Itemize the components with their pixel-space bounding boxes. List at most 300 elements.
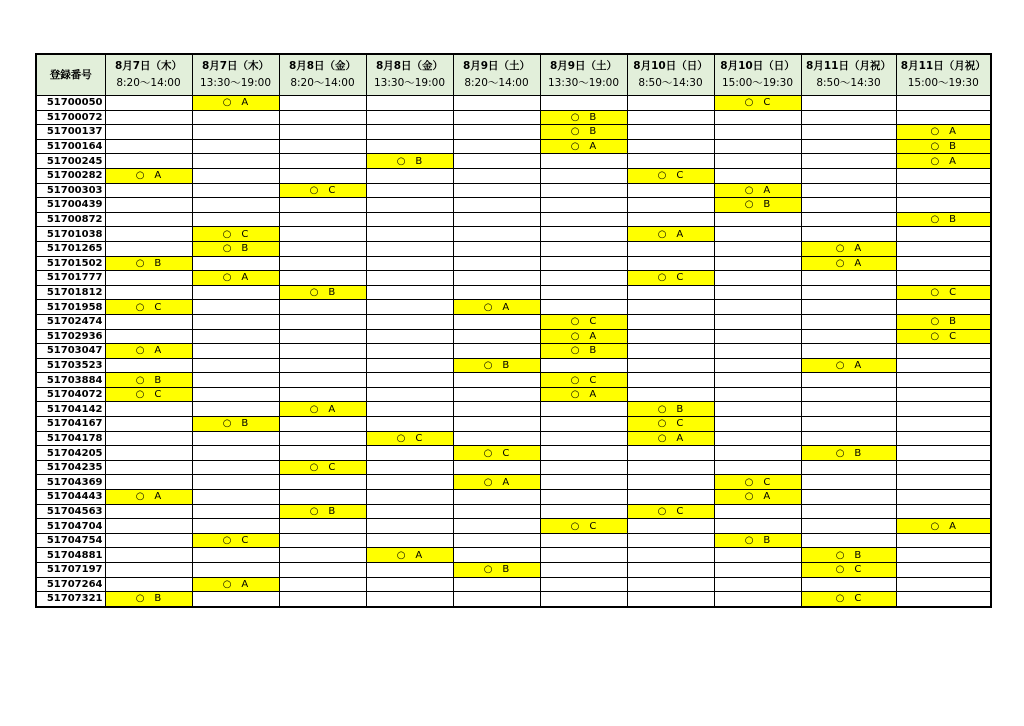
schedule-cell: [453, 344, 540, 359]
schedule-cell: [453, 373, 540, 388]
schedule-cell: [896, 358, 991, 373]
schedule-cell: ○ C: [896, 285, 991, 300]
registration-number: 51700137: [36, 125, 105, 140]
schedule-cell: [714, 329, 801, 344]
schedule-cell: [105, 475, 192, 490]
schedule-cell: [453, 256, 540, 271]
schedule-cell: [192, 256, 279, 271]
schedule-cell: [366, 212, 453, 227]
schedule-cell: [105, 533, 192, 548]
schedule-cell: [105, 198, 192, 213]
registration-number: 51700439: [36, 198, 105, 213]
schedule-cell: [366, 125, 453, 140]
schedule-cell: [540, 563, 627, 578]
schedule-cell: [192, 198, 279, 213]
schedule-cell: [896, 110, 991, 125]
schedule-cell: [627, 373, 714, 388]
schedule-cell: [453, 241, 540, 256]
schedule-cell: [801, 402, 896, 417]
schedule-cell: ○ C: [192, 533, 279, 548]
schedule-cell: [366, 387, 453, 402]
schedule-cell: ○ A: [627, 227, 714, 242]
schedule-cell: [801, 490, 896, 505]
schedule-cell: [714, 285, 801, 300]
schedule-cell: [714, 125, 801, 140]
schedule-cell: [801, 577, 896, 592]
column-date: 8月10日（日）: [720, 60, 795, 72]
schedule-cell: [896, 241, 991, 256]
schedule-cell: [540, 592, 627, 607]
schedule-cell: [366, 417, 453, 432]
schedule-cell: [105, 548, 192, 563]
table-row: [36, 417, 991, 432]
schedule-cell: [366, 490, 453, 505]
table-row: [36, 387, 991, 402]
registration-number: 51700050: [36, 96, 105, 111]
schedule-cell: [540, 402, 627, 417]
schedule-cell: [366, 271, 453, 286]
schedule-cell: ○ A: [453, 300, 540, 315]
schedule-cell: [714, 577, 801, 592]
schedule-cell: [366, 139, 453, 154]
schedule-cell: [105, 460, 192, 475]
schedule-cell: ○ A: [540, 387, 627, 402]
schedule-cell: [801, 314, 896, 329]
schedule-cell: [627, 358, 714, 373]
schedule-cell: [540, 490, 627, 505]
column-date: 8月7日（木）: [201, 60, 270, 72]
schedule-cell: [279, 329, 366, 344]
schedule-cell: [627, 183, 714, 198]
column-date: 8月10日（日）: [633, 60, 708, 72]
schedule-cell: [627, 533, 714, 548]
registration-number: 51704754: [36, 533, 105, 548]
schedule-cell: ○ A: [801, 241, 896, 256]
registration-number: 51703523: [36, 358, 105, 373]
schedule-cell: [279, 256, 366, 271]
schedule-cell: [366, 183, 453, 198]
registration-number: 51700245: [36, 154, 105, 169]
schedule-cell: [279, 300, 366, 315]
table-row: [36, 446, 991, 461]
schedule-cell: [453, 417, 540, 432]
schedule-cell: [279, 125, 366, 140]
schedule-cell: [105, 110, 192, 125]
schedule-cell: [801, 168, 896, 183]
table-row: [36, 241, 991, 256]
schedule-cell: ○ A: [192, 271, 279, 286]
schedule-cell: [801, 460, 896, 475]
schedule-cell: ○ A: [801, 256, 896, 271]
table-row: [36, 431, 991, 446]
schedule-cell: [540, 460, 627, 475]
schedule-cell: [801, 387, 896, 402]
schedule-cell: [540, 241, 627, 256]
schedule-cell: [453, 519, 540, 534]
schedule-cell: [896, 431, 991, 446]
schedule-cell: [627, 110, 714, 125]
schedule-cell: ○ A: [896, 154, 991, 169]
schedule-cell: [896, 96, 991, 111]
schedule-cell: [801, 125, 896, 140]
schedule-cell: [896, 548, 991, 563]
schedule-cell: [105, 431, 192, 446]
schedule-cell: ○ A: [192, 96, 279, 111]
schedule-cell: [366, 241, 453, 256]
schedule-cell: [105, 227, 192, 242]
column-header: [366, 54, 453, 96]
header-row: [36, 54, 991, 96]
table-row: [36, 475, 991, 490]
schedule-cell: [714, 431, 801, 446]
schedule-cell: [192, 460, 279, 475]
schedule-cell: [540, 548, 627, 563]
schedule-cell: [192, 490, 279, 505]
table-row: [36, 125, 991, 140]
column-header: [714, 54, 801, 96]
schedule-cell: [453, 183, 540, 198]
schedule-cell: [105, 358, 192, 373]
registration-number: 51700303: [36, 183, 105, 198]
schedule-cell: ○ B: [192, 241, 279, 256]
column-header: [279, 54, 366, 96]
schedule-cell: ○ C: [279, 460, 366, 475]
schedule-cell: ○ C: [896, 329, 991, 344]
schedule-cell: ○ B: [801, 446, 896, 461]
schedule-cell: ○ A: [801, 358, 896, 373]
table-row: [36, 519, 991, 534]
registration-number: 51704072: [36, 387, 105, 402]
schedule-cell: [801, 373, 896, 388]
schedule-cell: [714, 592, 801, 607]
schedule-cell: [714, 504, 801, 519]
schedule-cell: [105, 183, 192, 198]
registration-number: 51704235: [36, 460, 105, 475]
schedule-cell: [192, 139, 279, 154]
schedule-cell: [366, 168, 453, 183]
table-row: [36, 490, 991, 505]
schedule-cell: [192, 402, 279, 417]
column-date: 8月9日（土）: [462, 60, 531, 72]
schedule-cell: [366, 227, 453, 242]
schedule-cell: [279, 519, 366, 534]
schedule-cell: [801, 519, 896, 534]
table-row: [36, 256, 991, 271]
schedule-cell: [540, 300, 627, 315]
schedule-cell: ○ B: [896, 314, 991, 329]
schedule-cell: [453, 154, 540, 169]
schedule-cell: ○ A: [105, 344, 192, 359]
schedule-cell: [540, 417, 627, 432]
schedule-cell: [896, 577, 991, 592]
schedule-cell: [801, 533, 896, 548]
schedule-cell: [279, 168, 366, 183]
schedule-cell: [105, 271, 192, 286]
column-time: 8:20～14:00: [290, 77, 355, 89]
schedule-cell: [627, 387, 714, 402]
schedule-cell: [896, 198, 991, 213]
registration-number: 51707264: [36, 577, 105, 592]
schedule-cell: [453, 548, 540, 563]
schedule-cell: [453, 212, 540, 227]
schedule-cell: [540, 256, 627, 271]
schedule-cell: [192, 168, 279, 183]
table-row: [36, 344, 991, 359]
schedule-cell: [896, 402, 991, 417]
schedule-cell: [540, 446, 627, 461]
schedule-cell: [279, 592, 366, 607]
registration-number: 51703884: [36, 373, 105, 388]
schedule-cell: [105, 519, 192, 534]
registration-number: 51704563: [36, 504, 105, 519]
schedule-cell: [896, 168, 991, 183]
table-row: [36, 198, 991, 213]
schedule-cell: [540, 227, 627, 242]
registration-number: 51702474: [36, 314, 105, 329]
schedule-cell: [453, 227, 540, 242]
column-time: 8:50～14:30: [816, 77, 881, 89]
schedule-cell: [714, 139, 801, 154]
schedule-cell: [366, 314, 453, 329]
schedule-cell: [366, 373, 453, 388]
schedule-cell: [801, 504, 896, 519]
schedule-cell: [627, 241, 714, 256]
registration-number: 51704142: [36, 402, 105, 417]
schedule-cell: [192, 154, 279, 169]
schedule-cell: ○ C: [714, 96, 801, 111]
table-row: [36, 271, 991, 286]
schedule-cell: [105, 577, 192, 592]
schedule-cell: [279, 548, 366, 563]
schedule-cell: [279, 490, 366, 505]
schedule-cell: [453, 504, 540, 519]
schedule-cell: [366, 533, 453, 548]
schedule-cell: [192, 475, 279, 490]
schedule-cell: ○ C: [540, 373, 627, 388]
schedule-cell: [453, 271, 540, 286]
schedule-cell: [453, 402, 540, 417]
column-header: [540, 54, 627, 96]
schedule-cell: [896, 417, 991, 432]
schedule-cell: [279, 139, 366, 154]
schedule-cell: [279, 154, 366, 169]
column-header: [192, 54, 279, 96]
schedule-cell: [453, 329, 540, 344]
schedule-cell: [105, 241, 192, 256]
schedule-cell: ○ C: [714, 475, 801, 490]
registration-number: 51704443: [36, 490, 105, 505]
schedule-cell: [366, 96, 453, 111]
schedule-cell: ○ B: [192, 417, 279, 432]
schedule-cell: [714, 271, 801, 286]
schedule-cell: [627, 519, 714, 534]
schedule-cell: [105, 504, 192, 519]
schedule-cell: [279, 373, 366, 388]
schedule-cell: [192, 110, 279, 125]
schedule-cell: [714, 212, 801, 227]
schedule-cell: [453, 490, 540, 505]
registration-number: 51707321: [36, 592, 105, 607]
schedule-cell: ○ C: [366, 431, 453, 446]
table-row: [36, 110, 991, 125]
registration-number: 51704369: [36, 475, 105, 490]
schedule-cell: ○ A: [366, 548, 453, 563]
table-row: [36, 533, 991, 548]
schedule-cell: [801, 154, 896, 169]
schedule-cell: [540, 183, 627, 198]
registration-number: 51701502: [36, 256, 105, 271]
schedule-cell: [105, 417, 192, 432]
schedule-cell: ○ C: [627, 271, 714, 286]
schedule-cell: [714, 300, 801, 315]
schedule-cell: ○ C: [279, 183, 366, 198]
schedule-cell: [627, 212, 714, 227]
schedule-cell: [627, 490, 714, 505]
schedule-cell: ○ B: [453, 358, 540, 373]
schedule-cell: [279, 198, 366, 213]
schedule-cell: [714, 548, 801, 563]
schedule-cell: [105, 96, 192, 111]
schedule-cell: [279, 344, 366, 359]
schedule-cell: [896, 256, 991, 271]
schedule-cell: ○ B: [714, 198, 801, 213]
schedule-cell: [801, 212, 896, 227]
schedule-cell: [540, 533, 627, 548]
schedule-cell: [192, 563, 279, 578]
table-row: [36, 373, 991, 388]
schedule-cell: [540, 431, 627, 446]
schedule-cell: [801, 96, 896, 111]
schedule-cell: [627, 300, 714, 315]
column-header: [627, 54, 714, 96]
schedule-cell: [896, 460, 991, 475]
table-row: [36, 504, 991, 519]
schedule-cell: [192, 446, 279, 461]
table-row: [36, 154, 991, 169]
column-time: 8:20～14:00: [464, 77, 529, 89]
schedule-cell: [279, 431, 366, 446]
schedule-cell: [540, 198, 627, 213]
schedule-cell: [105, 125, 192, 140]
schedule-cell: [279, 314, 366, 329]
schedule-cell: [801, 227, 896, 242]
schedule-cell: [453, 577, 540, 592]
registration-number: 51700164: [36, 139, 105, 154]
schedule-cell: [896, 533, 991, 548]
table-row: [36, 577, 991, 592]
schedule-cell: [540, 212, 627, 227]
registration-number: 51702936: [36, 329, 105, 344]
schedule-cell: [540, 475, 627, 490]
schedule-cell: ○ C: [540, 519, 627, 534]
schedule-cell: ○ B: [896, 139, 991, 154]
schedule-cell: [896, 475, 991, 490]
table-row: [36, 358, 991, 373]
schedule-cell: [366, 256, 453, 271]
schedule-cell: [896, 271, 991, 286]
schedule-cell: [714, 373, 801, 388]
schedule-cell: [896, 592, 991, 607]
schedule-cell: [627, 285, 714, 300]
schedule-cell: [714, 402, 801, 417]
schedule-cell: [627, 577, 714, 592]
schedule-cell: [366, 519, 453, 534]
table-row: [36, 96, 991, 111]
schedule-cell: [714, 387, 801, 402]
schedule-cell: [627, 563, 714, 578]
schedule-cell: ○ B: [105, 592, 192, 607]
schedule-cell: ○ B: [801, 548, 896, 563]
schedule-cell: ○ B: [540, 125, 627, 140]
schedule-cell: [714, 154, 801, 169]
schedule-cell: [627, 125, 714, 140]
schedule-cell: [453, 96, 540, 111]
schedule-cell: ○ A: [896, 519, 991, 534]
schedule-cell: [105, 446, 192, 461]
table-row: [36, 139, 991, 154]
schedule-cell: [714, 460, 801, 475]
schedule-cell: [279, 417, 366, 432]
column-header: [896, 54, 991, 96]
table-row: [36, 212, 991, 227]
schedule-cell: [801, 475, 896, 490]
schedule-cell: ○ C: [540, 314, 627, 329]
schedule-cell: [192, 592, 279, 607]
schedule-cell: ○ A: [540, 329, 627, 344]
schedule-cell: [540, 168, 627, 183]
schedule-cell: [714, 519, 801, 534]
schedule-cell: [279, 96, 366, 111]
schedule-cell: [366, 577, 453, 592]
schedule-cell: [279, 577, 366, 592]
schedule-cell: ○ C: [105, 300, 192, 315]
column-header: [801, 54, 896, 96]
schedule-cell: [896, 387, 991, 402]
schedule-cell: [366, 300, 453, 315]
schedule-cell: [714, 241, 801, 256]
schedule-cell: [279, 475, 366, 490]
schedule-cell: [192, 431, 279, 446]
schedule-cell: ○ B: [714, 533, 801, 548]
schedule-cell: [279, 271, 366, 286]
schedule-cell: [627, 198, 714, 213]
schedule-cell: ○ A: [627, 431, 714, 446]
registration-number: 51701265: [36, 241, 105, 256]
table-row: [36, 183, 991, 198]
schedule-cell: [279, 212, 366, 227]
table-row: [36, 285, 991, 300]
schedule-cell: ○ B: [105, 256, 192, 271]
schedule-cell: [192, 344, 279, 359]
schedule-cell: [896, 563, 991, 578]
schedule-cell: [801, 300, 896, 315]
schedule-cell: [105, 563, 192, 578]
schedule-cell: [714, 227, 801, 242]
schedule-cell: ○ C: [627, 168, 714, 183]
schedule-cell: [279, 241, 366, 256]
schedule-cell: ○ B: [366, 154, 453, 169]
schedule-cell: [192, 548, 279, 563]
registration-number: 51703047: [36, 344, 105, 359]
schedule-cell: ○ A: [540, 139, 627, 154]
schedule-cell: [540, 358, 627, 373]
schedule-cell: [627, 460, 714, 475]
schedule-cell: [540, 577, 627, 592]
registration-number: 51701038: [36, 227, 105, 242]
schedule-cell: [279, 533, 366, 548]
schedule-cell: ○ A: [896, 125, 991, 140]
schedule-cell: ○ A: [279, 402, 366, 417]
